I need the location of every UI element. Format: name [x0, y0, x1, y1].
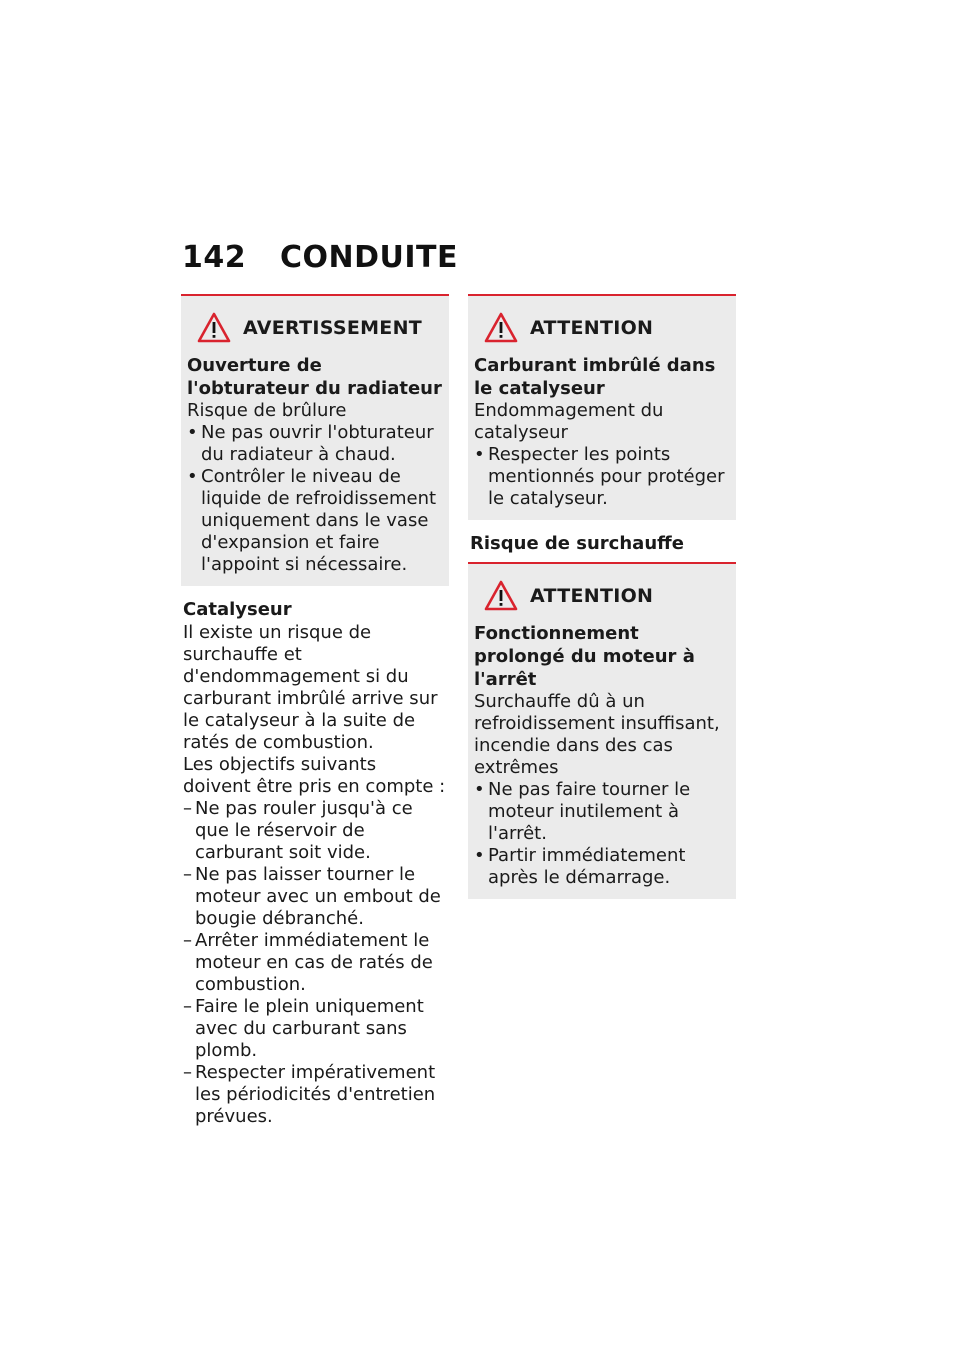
warning-bullets [187, 422, 443, 576]
surchauffe-heading: Risque de surchauffe [470, 533, 684, 554]
attention-label: ATTENTION [530, 585, 654, 607]
attention-label: ATTENTION [530, 317, 654, 339]
attention-heading: Fonctionnement prolongé du moteur à l'arrêt [474, 623, 695, 690]
catalyseur-para-1: Il existe un risque de surchauffe et d'endommagement si du carburant imbrûlé arrive sur le catalyseur à la suite de ratés de combustion. [183, 622, 438, 753]
list-item: • Ne pas faire tourner le moteur inutilement à l'arrêt. [474, 779, 730, 845]
list-item: • Respecter les points mentionnés pour protéger le catalyseur. [474, 444, 730, 510]
page-header [182, 240, 458, 275]
attention-bullets [474, 779, 730, 889]
list-item: – Faire le plein uniquement avec du carburant sans plomb. [183, 996, 447, 1062]
warning-heading: Ouverture de l'obturateur du radiateur [187, 355, 442, 399]
attention-box-surchauffe [468, 564, 736, 899]
list-item: – Ne pas rouler jusqu'à ce que le réservoir de carburant soit vide. [183, 798, 447, 864]
chapter-title: CONDUITE [280, 240, 459, 275]
attention-box-header [474, 576, 730, 616]
attention-risk: Surchauffe dû à un refroidissement insuffisant, incendie dans des cas extrêmes [474, 691, 720, 778]
list-item: • Contrôler le niveau de liquide de refroidissement uniquement dans le vase d'expansion et faire l'appoint si nécessaire. [187, 466, 443, 576]
attention-box-header [474, 308, 730, 348]
warning-box-header [187, 308, 443, 348]
attention-risk: Endommagement du catalyseur [474, 400, 664, 443]
catalyseur-heading: Catalyseur [183, 599, 292, 620]
list-item: – Respecter impérativement les périodicités d'entretien prévues. [183, 1062, 447, 1128]
warning-triangle-icon [197, 312, 231, 344]
list-item: • Ne pas ouvrir l'obturateur du radiateur à chaud. [187, 422, 443, 466]
catalyseur-list [183, 798, 447, 1128]
right-column [468, 294, 736, 911]
warning-box [181, 294, 449, 586]
warning-triangle-icon [484, 312, 518, 344]
page-number: 142 [182, 240, 247, 275]
list-item: – Arrêter immédiatement le moteur en cas de ratés de combustion. [183, 930, 447, 996]
attention-box-catalyseur [468, 294, 736, 520]
catalyseur-para-2: Les objectifs suivants doivent être pris en compte : [183, 754, 446, 797]
warning-triangle-icon [484, 580, 518, 612]
attention-bullets [474, 444, 730, 510]
attention-heading: Carburant imbrûlé dans le catalyseur [474, 355, 716, 399]
warning-label: AVERTISSEMENT [243, 317, 423, 339]
left-column [181, 294, 449, 1128]
list-item: • Partir immédiatement après le démarrage. [474, 845, 730, 889]
warning-risk: Risque de brûlure [187, 400, 347, 421]
list-item: – Ne pas laisser tourner le moteur avec un embout de bougie débranché. [183, 864, 447, 930]
